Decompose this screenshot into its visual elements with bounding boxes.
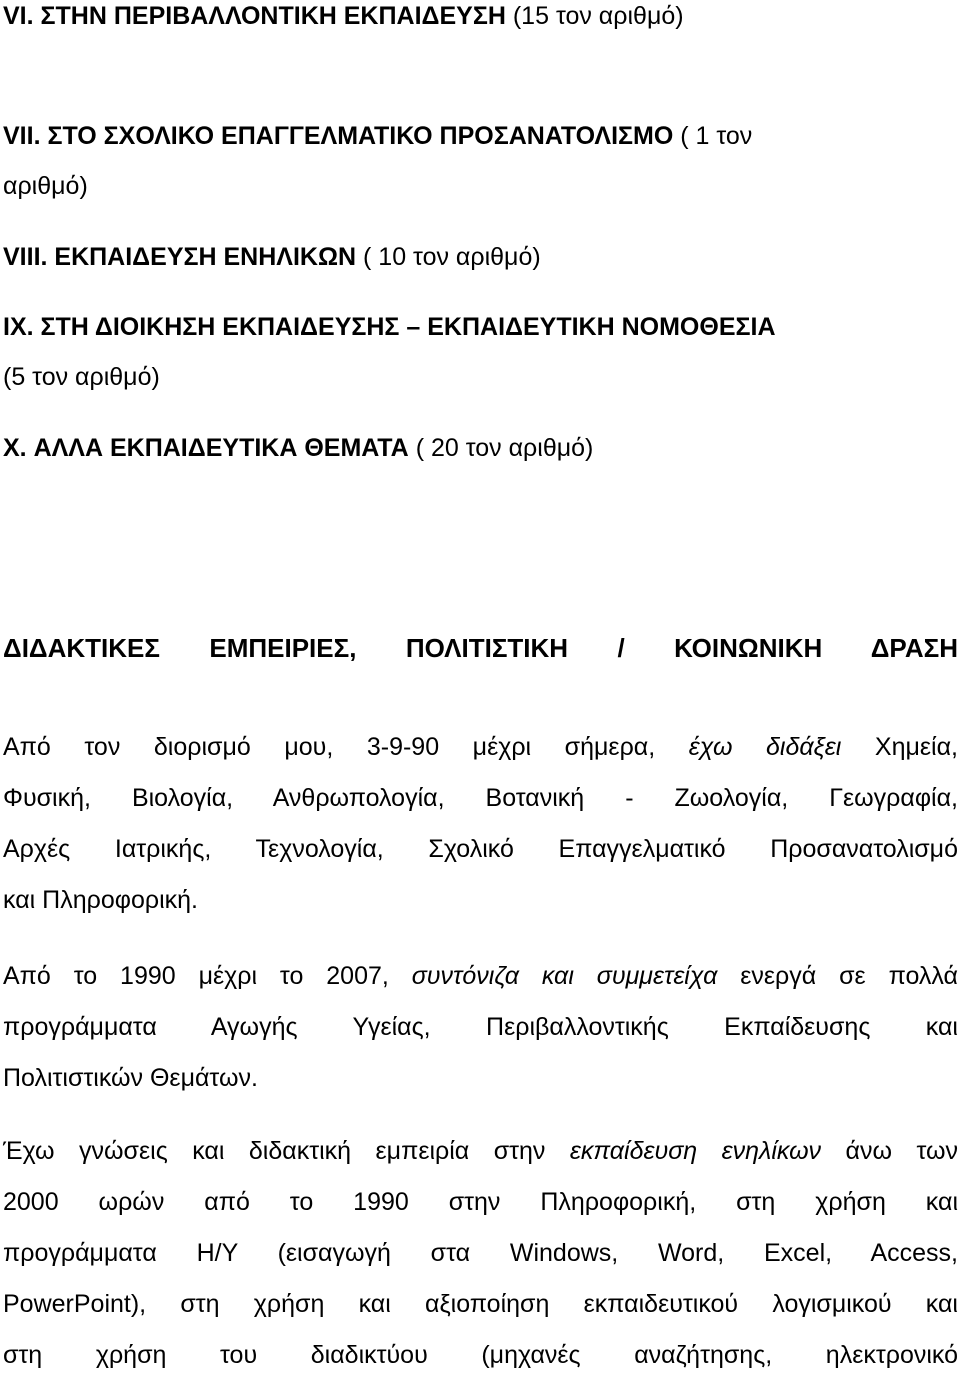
- paragraph-3-line-3: προγράμματα Η/Υ (εισαγωγή στα Windows, Word, Excel, Access,: [3, 1239, 958, 1267]
- paragraph-3-line-4: PowerPoint), στη χρήση και αξιοποίηση εκπαιδευτικού λογισμικού και: [3, 1290, 958, 1318]
- list-item-viii-label: VIII. ΕΚΠΑΙΔΕΥΣΗ ΕΝΗΛΙΚΩΝ: [3, 243, 357, 271]
- list-item-vii: [3, 122, 752, 151]
- p2-text-a: Από το 1990 μέχρι το 2007,: [3, 962, 389, 990]
- p3-emphasis: εκπαίδευση ενηλίκων: [569, 1137, 822, 1165]
- list-item-vi-label: VI. ΣΤΗΝ ΠΕΡΙΒΑΛΛΟΝΤΙΚΗ ΕΚΠΑΙΔΕΥΣΗ: [3, 2, 506, 30]
- p1-emphasis: έχω διδάξει: [688, 733, 842, 761]
- paragraph-1-line-4: και Πληροφορική.: [3, 886, 198, 914]
- paragraph-3-line-1: [3, 1137, 958, 1166]
- paragraph-3-line-2: 2000 ωρών από το 1990 στην Πληροφορική, στη χρήση και: [3, 1188, 958, 1216]
- list-item-x-label: X. ΑΛΛΑ ΕΚΠΑΙΔΕΥΤΙΚΑ ΘΕΜΑΤΑ: [3, 434, 409, 462]
- paragraph-2-line-3: Πολιτιστικών Θεμάτων.: [3, 1064, 258, 1092]
- p1-text-a: Από τον διορισμό μου, 3-9-90 μέχρι σήμερα,: [3, 733, 656, 761]
- p1-text-b: Χημεία,: [874, 733, 958, 761]
- list-item-viii: [3, 243, 541, 272]
- list-item-vi: [3, 2, 684, 31]
- p3-text-a: Έχω γνώσεις και διδακτική εμπειρία στην: [3, 1137, 546, 1165]
- paragraph-3-line-5: στη χρήση του διαδικτύου (μηχανές αναζήτησης, ηλεκτρονικό: [3, 1341, 958, 1369]
- list-item-vii-continued: αριθμό): [3, 172, 88, 200]
- p3-text-b: άνω των: [845, 1137, 958, 1165]
- list-item-x: [3, 434, 593, 463]
- list-item-vi-count: (15 τον αριθμό): [512, 2, 684, 30]
- list-item-ix-count: (5 τον αριθμό): [3, 363, 160, 391]
- p2-emphasis: συντόνιζα και συμμετείχα: [411, 962, 718, 990]
- paragraph-2-line-1: [3, 962, 958, 991]
- paragraph-2-line-2: προγράμματα Αγωγής Υγείας, Περιβαλλοντικής Εκπαίδευσης και: [3, 1013, 958, 1041]
- paragraph-1-line-3: Αρχές Ιατρικής, Τεχνολογία, Σχολικό Επαγγελματικό Προσανατολισμό: [3, 835, 958, 863]
- list-item-viii-count: ( 10 τον αριθμό): [363, 243, 541, 271]
- paragraph-1-line-1: [3, 733, 958, 762]
- paragraph-1-line-2: Φυσική, Βιολογία, Ανθρωπολογία, Βοτανική - Ζωολογία, Γεωγραφία,: [3, 784, 958, 812]
- p2-text-b: ενεργά σε πολλά: [740, 962, 958, 990]
- section-heading: ΔΙΔΑΚΤΙΚΕΣ ΕΜΠΕΙΡΙΕΣ, ΠΟΛΙΤΙΣΤΙΚΗ / ΚΟΙΝΩΝΙΚΗ ΔΡΑΣΗ: [3, 633, 958, 663]
- list-item-x-count: ( 20 τον αριθμό): [415, 434, 594, 462]
- list-item-vii-label: VII. ΣΤΟ ΣΧΟΛΙΚΟ ΕΠΑΓΓΕΛΜΑΤΙΚΟ ΠΡΟΣΑΝΑΤΟΛΙΣΜΟ: [3, 122, 674, 150]
- list-item-ix: IX. ΣΤΗ ΔΙΟΙΚΗΣΗ ΕΚΠΑΙΔΕΥΣΗΣ – ΕΚΠΑΙΔΕΥΤΙΚΗ ΝΟΜΟΘΕΣΙΑ: [3, 313, 776, 341]
- list-item-vii-count: ( 1 τον: [680, 122, 753, 150]
